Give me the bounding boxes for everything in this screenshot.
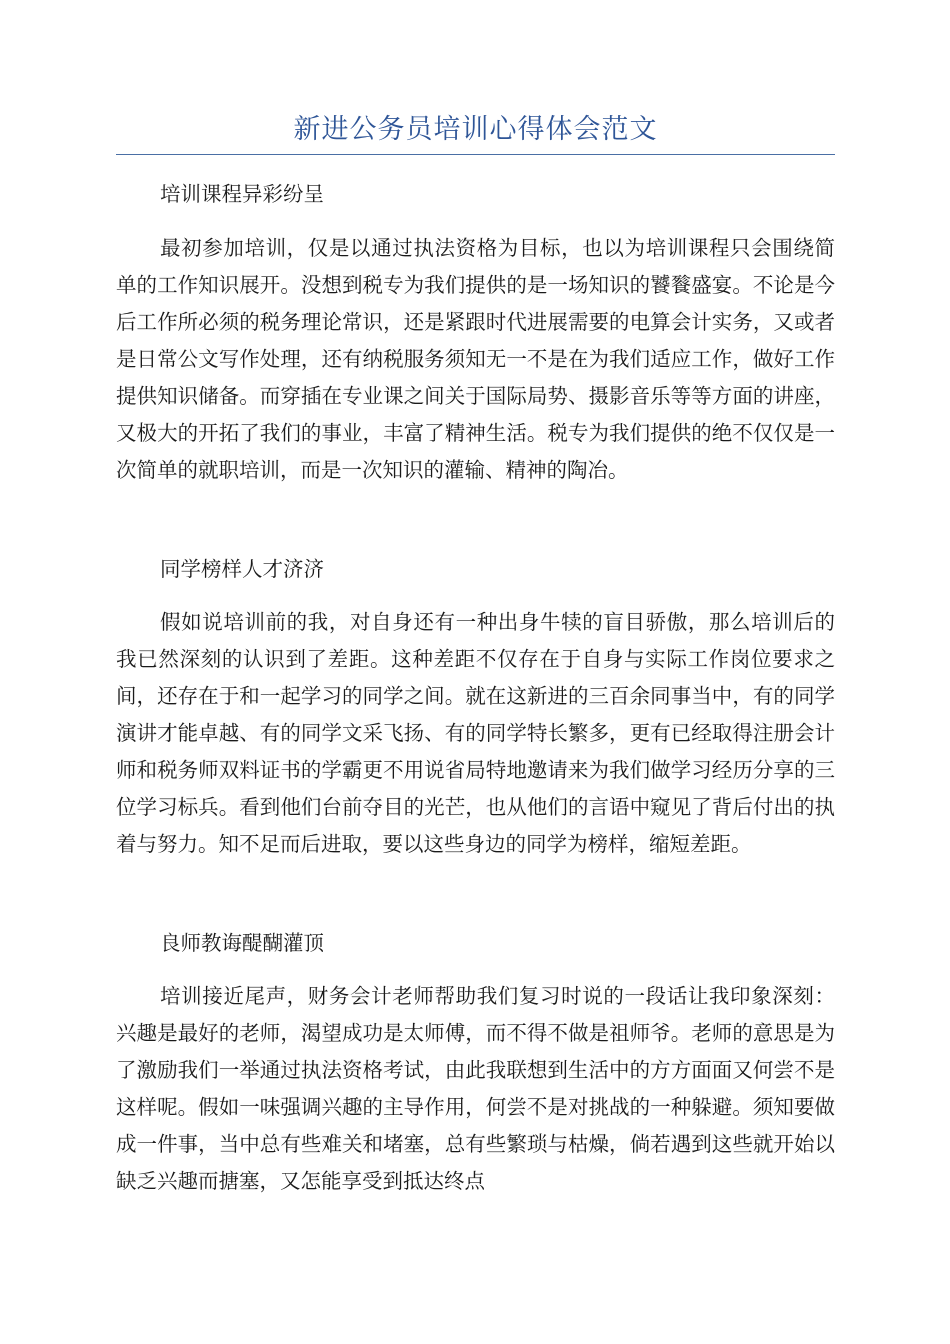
section-paragraph-2: 假如说培训前的我，对自身还有一种出身牛犊的盲目骄傲，那么培训后的我已然深刻的认识到了差距。这种差距不仅存在于自身与实际工作岗位要求之间，还存在于和一起学习的同学之间。就在这新进的三百余同事当中，有的同学演讲才能卓越、有的同学文采飞扬、有的同学特长繁多，更有已经取得注册会计师和税务师双料证书的学霸更不用说省局特地邀请来为我们做学习经历分享的三位学习标兵。看到他们台前夺目的光芒，也从他们的言语中窥见了背后付出的执着与努力。知不足而后进取，要以这些身边的同学为榜样，缩短差距。 xyxy=(116,610,835,856)
section-heading-1: 培训课程异彩纷呈 xyxy=(160,182,324,206)
title-underline xyxy=(116,154,835,155)
section-heading-2: 同学榜样人才济济 xyxy=(160,557,324,581)
section-paragraph-3: 培训接近尾声，财务会计老师帮助我们复习时说的一段话让我印象深刻：兴趣是最好的老师，渴望成功是太师傅，而不得不做是祖师爷。老师的意思是为了激励我们一举通过执法资格考试，由此我联想到生活中的方方面面又何尝不是这样呢。假如一味强调兴趣的主导作用，何尝不是对挑战的一种躲避。须知要做成一件事，当中总有些难关和堵塞，总有些繁琐与枯燥，倘若遇到这些就开始以缺乏兴趣而搪塞，又怎能享受到抵达终点 xyxy=(116,984,835,1193)
section-heading-3: 良师教诲醍醐灌顶 xyxy=(160,931,324,955)
section-paragraph-1: 最初参加培训，仅是以通过执法资格为目标，也以为培训课程只会围绕简单的工作知识展开。没想到税专为我们提供的是一场知识的饕餮盛宴。不论是今后工作所必须的税务理论常识，还是紧跟时代进展需要的电算会计实务，又或者是日常公文写作处理，还有纳税服务须知无一不是在为我们适应工作，做好工作提供知识储备。而穿插在专业课之间关于国际局势、摄影音乐等等方面的讲座，又极大的开拓了我们的事业，丰富了精神生活。税专为我们提供的绝不仅仅是一次简单的就职培训，而是一次知识的灌输、精神的陶冶。 xyxy=(116,236,835,482)
document-title: 新进公务员培训心得体会范文 xyxy=(293,114,658,145)
